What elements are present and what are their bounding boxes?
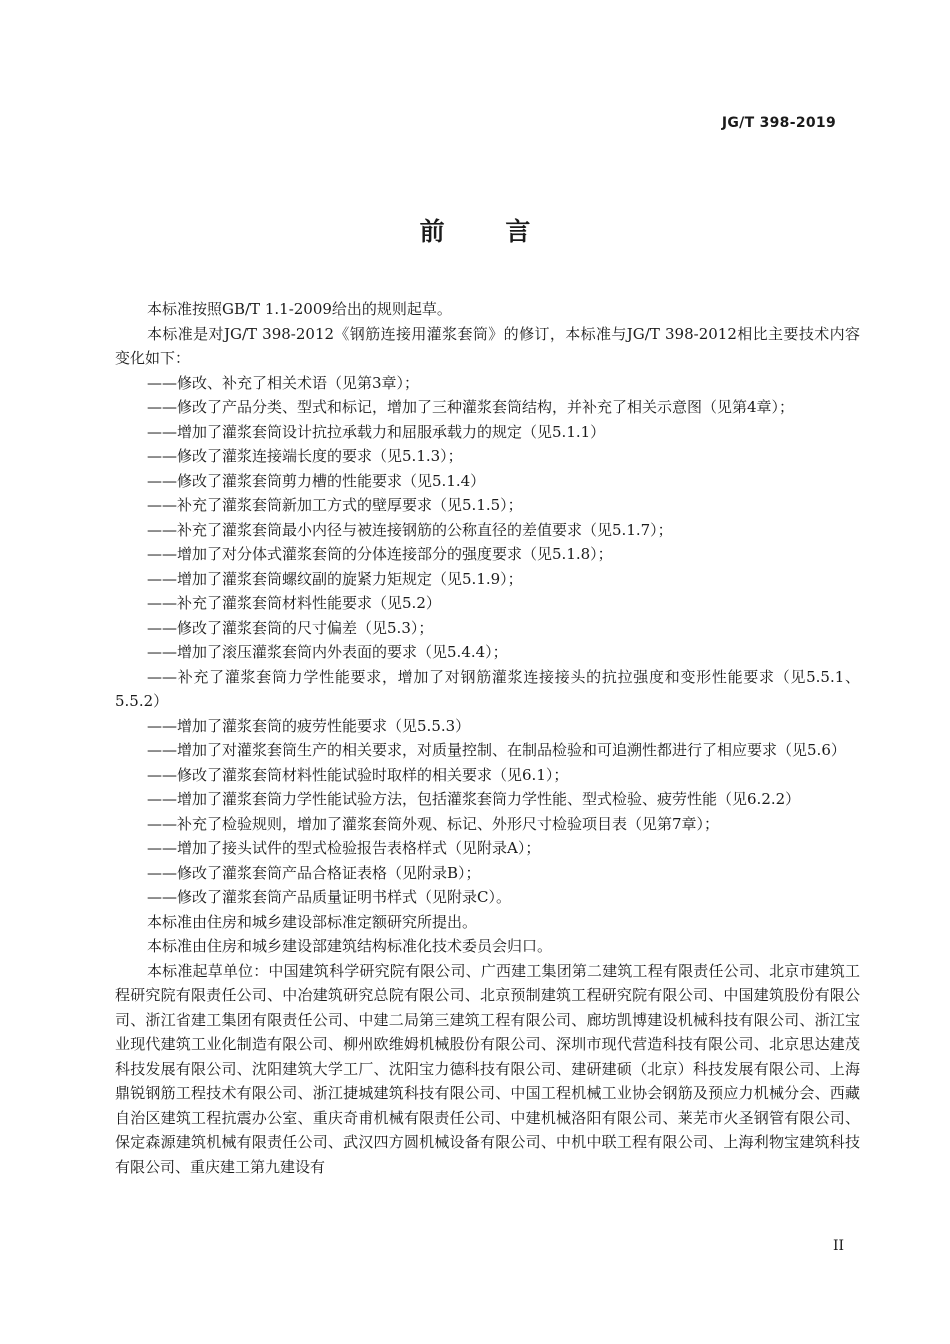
list-item: ——增加了对灌浆套筒生产的相关要求，对质量控制、在制品检验和可追溯性都进行了相应要求（见5.6） [147,741,846,759]
list-item: ——补充了灌浆套筒最小内径与被连接钢筋的公称直径的差值要求（见5.1.7）； [147,520,673,539]
list-item: ——增加了对分体式灌浆套筒的分体连接部分的强度要求（见5.1.8）； [147,545,613,563]
standard-code: JG/T 398-2019 [721,115,836,131]
list-item: ——修改了灌浆套筒产品质量证明书样式（见附录C）。 [147,888,511,906]
list-item: ——补充了检验规则，增加了灌浆套筒外观、标记、外形尺寸检验项目表（见第7章）； [147,814,720,833]
list-item: ——增加了接头试件的型式检验报告表格样式（见附录A）； [147,839,541,857]
list-item: ——增加了灌浆套筒力学性能试验方法，包括灌浆套筒力学性能、型式检验、疲劳性能（见6.2.2） [147,790,801,808]
list-item: ——补充了灌浆套筒材料性能要求（见5.2） [147,594,441,612]
preface-body [115,297,860,1179]
list-item: ——修改了产品分类、型式和标记，增加了三种灌浆套筒结构，并补充了相关示意图（见第4章）； [147,398,795,416]
list-item: ——增加了灌浆套筒的疲劳性能要求（见5.5.3） [147,716,471,735]
list-item: ——增加了灌浆套筒螺纹副的旋紧力矩规定（见5.1.9）； [147,569,523,588]
list-item: ——补充了灌浆套筒力学性能要求，增加了对钢筋灌浆连接接头的抗拉强度和变形性能要求（见5.5.1、5.5.2） [115,667,860,710]
list-item: ——修改了灌浆套筒产品合格证表格（见附录B）； [147,863,481,882]
list-item: ——增加了灌浆套筒设计抗拉承载力和屈服承载力的规定（见5.1.1） [147,422,606,441]
list-item: ——修改了灌浆套筒剪力槽的性能要求（见5.1.4） [147,471,486,490]
list-item: ——修改、补充了相关术语（见第3章）； [147,373,420,392]
drafting-units-paragraph: 本标准起草单位：中国建筑科学研究院有限公司、广西建工集团第二建筑工程有限责任公司、北京市建筑工程研究院有限责任公司、中冶建筑研究总院有限公司、北京预制建筑工程研究院有限公司、中国建筑股份有限公司、浙江省建工集团有限责任公司、中建二局第三建筑工程有限公司、廊坊凯博建设机械科技有限公司、浙江宝业现代建筑工业化制造有限公司、柳州欧维姆机械股份有限公司、深圳市现代营造科技有限公司、北京思达建茂科技发展有限公司、沈阳建筑大学工厂、沈阳宝力德科技有限公司、建研建硕（北京）科技发展有限公司、上海鼎锐钢筋工程技术有限公司、浙江捷城建筑科技有限公司、中国工程机械工业协会钢筋及预应力机械分会、西藏自治区建筑工程抗震办公室、重庆奇甫机械有限责任公司、中建机械洛阳有限公司、莱芜市火圣钢管有限公司、保定森源建筑机械有限责任公司、武汉四方圆机械设备有限公司、中机中联工程有限公司、上海利物宝建筑科技有限公司、重庆建工第九建设有 [115,961,860,1176]
page-number: II [832,1238,844,1254]
paragraph: 本标准由住房和城乡建设部建筑结构标准化技术委员会归口。 [147,937,553,955]
list-item: ——补充了灌浆套筒新加工方式的壁厚要求（见5.1.5）； [147,496,523,514]
paragraph: 本标准按照GB/T 1.1-2009给出的规则起草。 [147,300,452,318]
page-title: 前 言 [419,217,557,246]
list-item: ——修改了灌浆套筒材料性能试验时取样的相关要求（见6.1）； [147,765,569,784]
list-item: ——增加了滚压灌浆套筒内外表面的要求（见5.4.4）； [147,643,508,661]
paragraph: 本标准由住房和城乡建设部标准定额研究所提出。 [147,912,478,931]
list-item: ——修改了灌浆套筒的尺寸偏差（见5.3）； [147,618,434,637]
list-item: ——修改了灌浆连接端长度的要求（见5.1.3）； [147,447,463,465]
paragraph: 本标准是对JG/T 398-2012《钢筋连接用灌浆套筒》的修订，本标准与JG/T 398-2012相比主要技术内容变化如下： [115,324,860,367]
